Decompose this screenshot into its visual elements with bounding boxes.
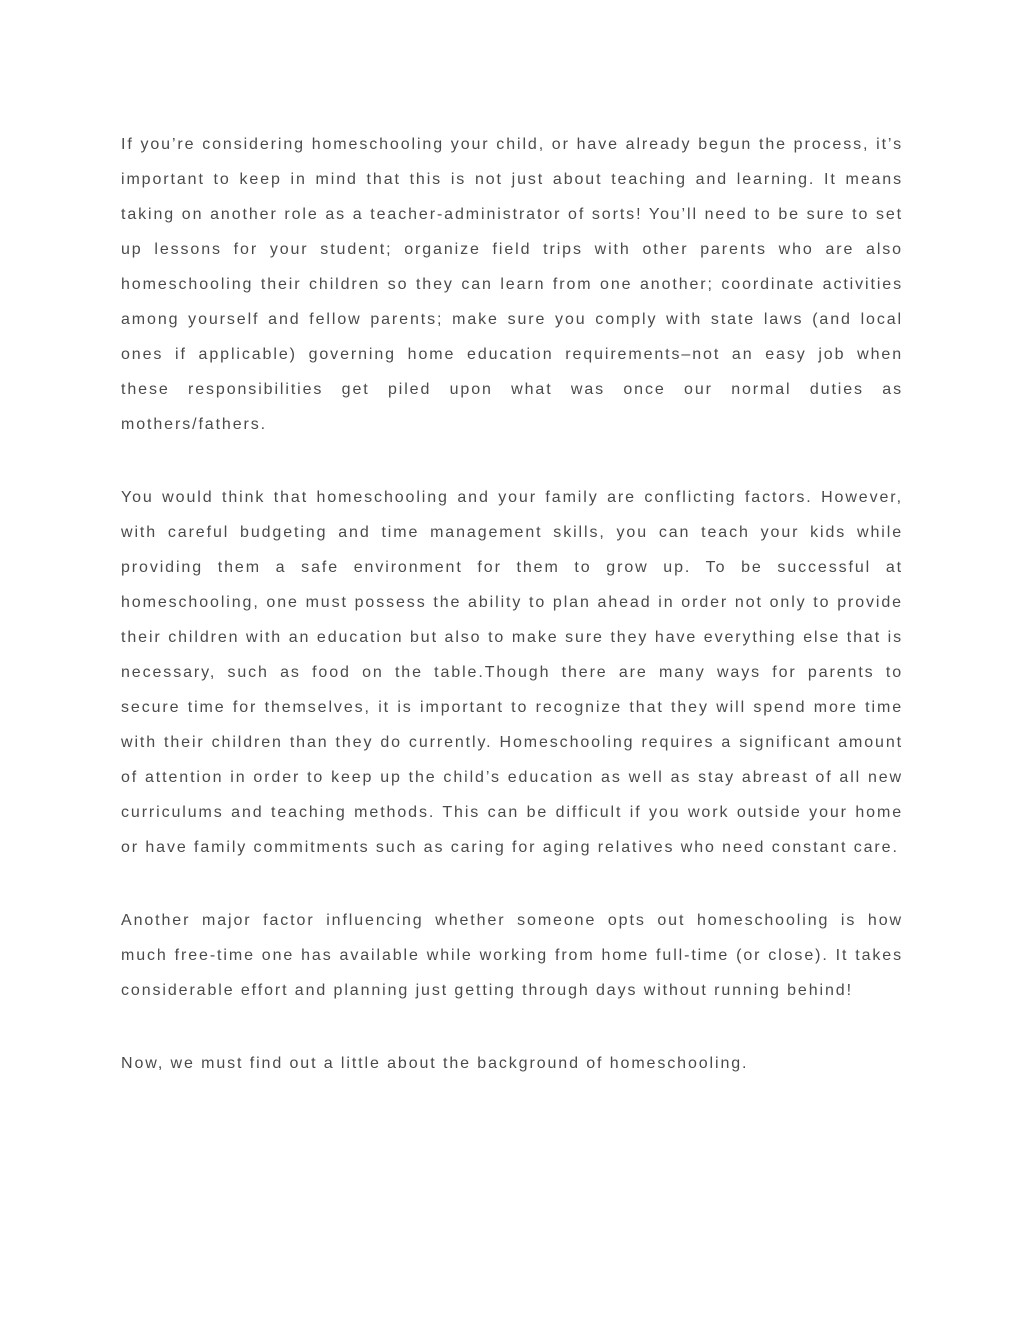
paragraph-3: Another major factor influencing whether someone opts out homeschooling is how much free-time one has available while working from home full-time (or close). It takes considerable effort and planning just getting through days without running behind! (121, 912, 903, 999)
paragraph-4: Now, we must find out a little about the background of homeschooling. (121, 1055, 749, 1072)
paragraph-2: You would think that homeschooling and your family are conflicting factors. However, with careful budgeting and time management skills, you can teach your kids while providing them a safe environment for them to grow up. To be successful at homeschooling, one must possess the ability to plan ahead in order not only to provide their children with an education but also to make sure they have everything else that is necessary, such as food on the table.Though there are many ways for parents to secure time for themselves, it is important to recognize that they will spend more time with their children than they do currently. Homeschooling requires a significant amount of attention in order to keep up the child’s education as well as stay abreast of all new curriculums and teaching methods. This can be difficult if you work outside your home or have family commitments such as caring for aging relatives who need constant care. (121, 489, 903, 856)
paragraph-1: If you’re considering homeschooling your child, or have already begun the process, it’s important to keep in mind that this is not just about teaching and learning. It means taking on another role as a teacher-administrator of sorts! You’ll need to be sure to set up lessons for your student; organize field trips with other parents who are also homeschooling their children so they can learn from one another; coordinate activities among yourself and fellow parents; make sure you comply with state laws (and local ones if applicable) governing home education requirements–not an easy job when these responsibilities get piled upon what was once our normal duties as mothers/fathers. (121, 136, 903, 433)
document-body (121, 127, 903, 1081)
